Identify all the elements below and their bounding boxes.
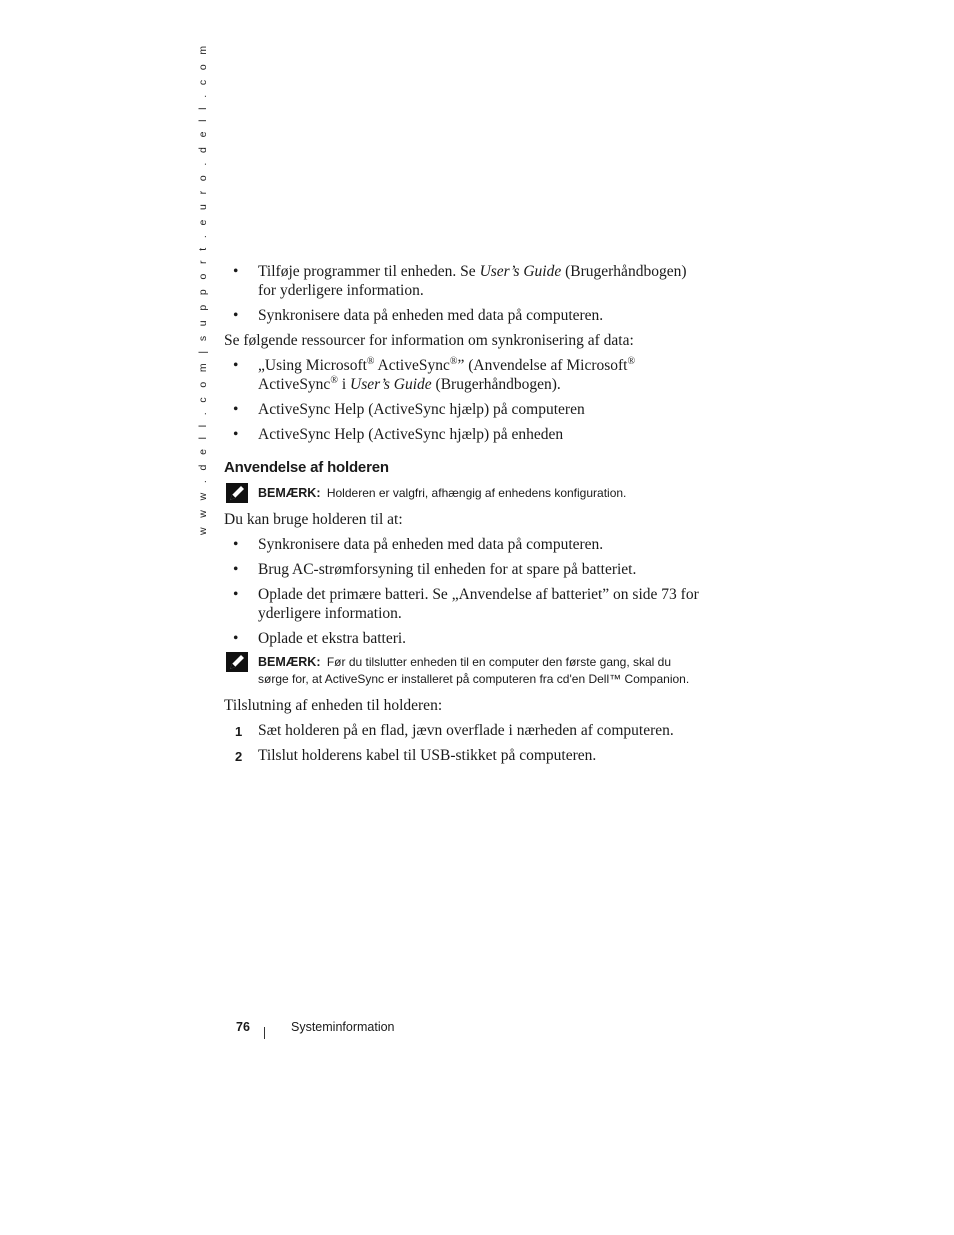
list-item: • „Using Microsoft® ActiveSync®” (Anvendelse af Microsoft® ActiveSync® i User’s Guide (Brugerhåndbogen). (233, 355, 636, 393)
step-number: 1 (235, 724, 243, 739)
pencil-note-icon (226, 483, 248, 503)
bullet-glyph: • (233, 307, 239, 324)
step-number: 2 (235, 749, 243, 764)
step-item: 2 Tilslut holderens kabel til USB-stikket på computeren. (235, 747, 597, 764)
note-label: BEMÆRK: (258, 655, 321, 669)
resources-intro: Se følgende ressourcer for information om synkronisering af data: (224, 332, 634, 349)
list-item: • Oplade det primære batteri. Se „Anvendelse af batteriet” on side 73 for yderligere information. (233, 586, 699, 622)
list-item: • Synkronisere data på enheden med data på computeren. (233, 307, 604, 324)
bullet-glyph: • (233, 630, 239, 647)
list-item: • Brug AC-strømforsyning til enheden for at spare på batteriet. (233, 561, 637, 578)
bullet-glyph: • (233, 263, 239, 280)
note (224, 654, 704, 688)
pencil-note-icon (226, 652, 248, 672)
list-item: • Tilføje programmer til enheden. Se User’s Guide (Brugerhåndbogen) for yderligere information. (233, 263, 687, 299)
footer-divider (264, 1027, 265, 1039)
note (224, 485, 704, 502)
footer-section-name: Systeminformation (291, 1020, 395, 1034)
side-url: w w w . d e l l . c o m | s u p p o r t . e u r o . d e l l . c o m (197, 42, 209, 535)
bullet-glyph: • (233, 426, 239, 443)
step-item: 1 Sæt holderen på en flad, jævn overflade i nærheden af computeren. (235, 722, 674, 739)
note-label: BEMÆRK: (258, 486, 321, 500)
list-item: • Oplade et ekstra batteri. (233, 630, 407, 647)
bullet-glyph: • (233, 561, 239, 578)
page-number: 76 (236, 1020, 250, 1034)
list-item: • ActiveSync Help (ActiveSync hjælp) på enheden (233, 426, 564, 443)
list-item: • Synkronisere data på enheden med data på computeren. (233, 536, 604, 553)
bullet-glyph: • (233, 536, 239, 553)
uses-intro: Du kan bruge holderen til at: (224, 511, 403, 528)
bullet-glyph: • (233, 401, 239, 418)
note-text: Holderen er valgfri, afhængig af enhedens konfiguration. (326, 486, 627, 500)
connect-intro: Tilslutning af enheden til holderen: (224, 697, 443, 714)
list-item: • ActiveSync Help (ActiveSync hjælp) på computeren (233, 401, 585, 418)
bullet-glyph: • (233, 357, 239, 374)
note-text: Før du tilslutter enheden til en computer den første gang, skal du sørge for, at ActiveSync er installeret på computeren fra cd'en Dell™ Companion. (258, 655, 690, 686)
page-content (224, 262, 704, 771)
bullet-glyph: • (233, 586, 239, 603)
section-title: Anvendelse af holderen (224, 459, 389, 476)
